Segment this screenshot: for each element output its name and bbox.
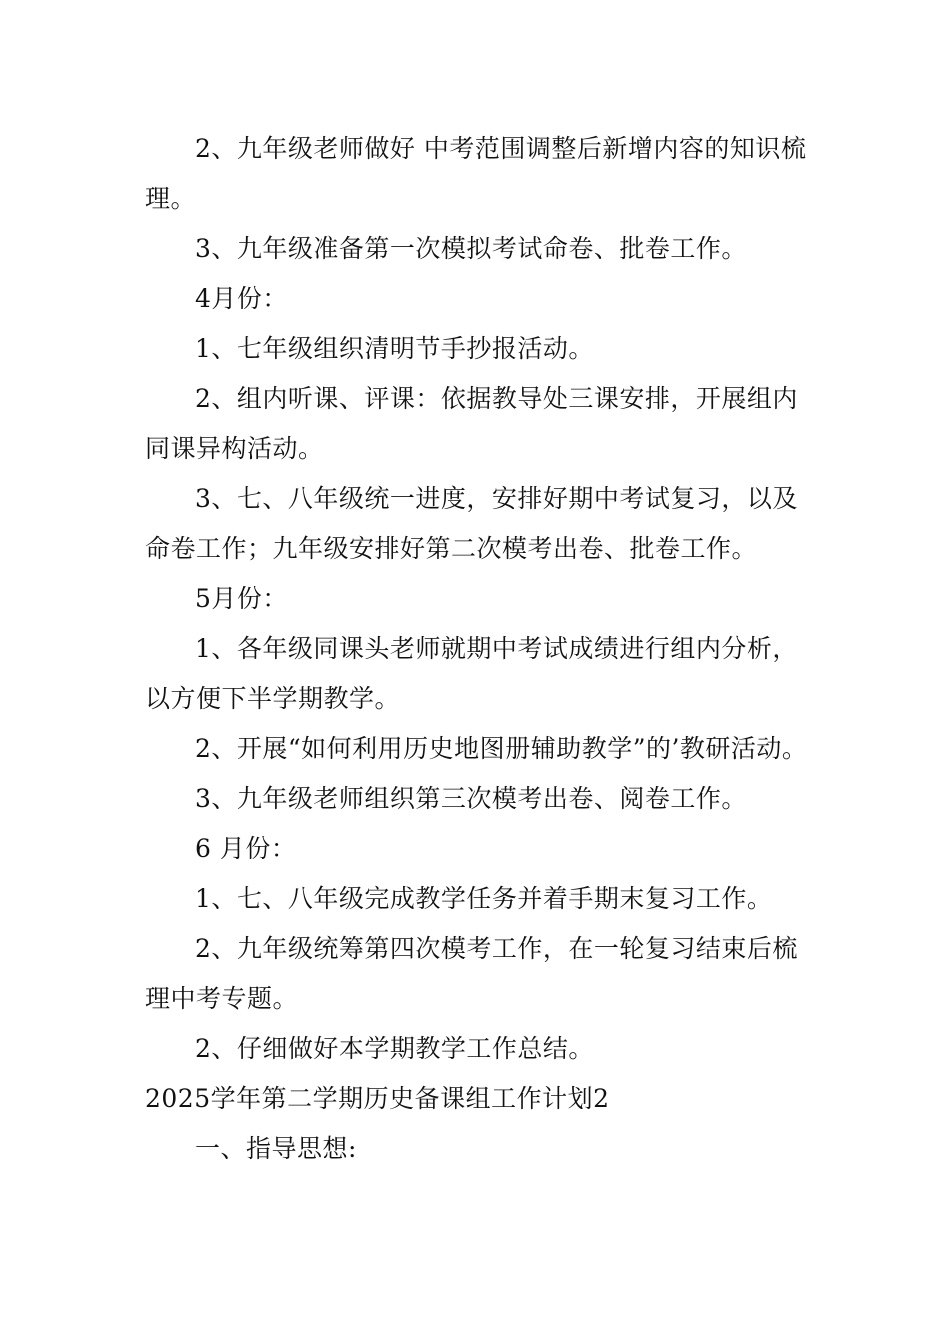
paragraph: 3、七、八年级统一进度，安排好期中考试复习，以及命卷工作；九年级安排好第二次模考出卷、批卷工作。 [145,484,798,563]
month-heading: 6 月份： [195,834,297,863]
paragraph: 2、九年级统筹第四次模考工作，在一轮复习结束后梳理中考专题。 [145,934,798,1013]
paragraph: 1、七、八年级完成教学任务并着手期末复习工作。 [195,884,773,913]
paragraph: 2、开展“如何利用历史地图册辅助教学”的’教研活动。 [195,734,808,763]
paragraph: 2、组内听课、评课：依据教导处三课安排，开展组内同课异构活动。 [145,384,798,463]
paragraph: 2、九年级老师做好 中考范围调整后新增内容的知识梳理。 [145,134,807,213]
paragraph: 1、各年级同课头老师就期中考试成绩进行组内分析，以方便下半学期教学。 [145,634,798,713]
paragraph: 3、九年级准备第一次模拟考试命卷、批卷工作。 [195,234,747,263]
paragraph: 3、九年级老师组织第三次模考出卷、阅卷工作。 [195,784,747,813]
section-heading: 一、指导思想: [195,1134,357,1163]
paragraph: 2、仔细做好本学期教学工作总结。 [195,1034,594,1063]
month-heading: 5月份： [195,584,288,613]
month-heading: 4月份： [195,284,288,313]
section-title: 2025学年第二学期历史备课组工作计划2 [145,1084,610,1113]
paragraph: 1、七年级组织清明节手抄报活动。 [195,334,594,363]
